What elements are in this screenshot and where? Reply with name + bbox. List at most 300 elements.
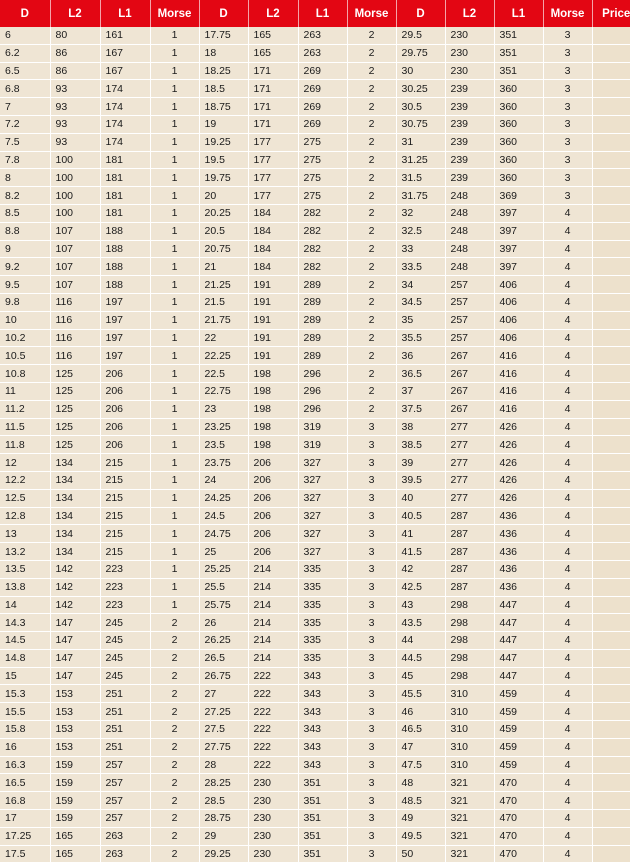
table-cell: 251 [100,685,150,703]
table-cell: 319 [298,418,347,436]
price-cell [592,774,630,792]
table-cell: 19.25 [199,133,248,151]
table-cell: 4 [543,649,592,667]
price-cell [592,454,630,472]
table-cell: 459 [494,721,543,739]
table-cell: 18.75 [199,98,248,116]
table-cell: 37.5 [396,400,445,418]
table-cell: 2 [150,685,199,703]
table-cell: 343 [298,703,347,721]
table-cell: 3 [543,44,592,62]
price-cell [592,365,630,383]
table-cell: 171 [248,98,298,116]
table-cell: 1 [150,62,199,80]
table-row [0,827,630,845]
table-cell: 287 [445,578,494,596]
table-cell: 1 [150,418,199,436]
table-cell: 191 [248,293,298,311]
table-cell: 257 [445,276,494,294]
table-cell: 296 [298,382,347,400]
table-cell: 14.5 [0,632,50,650]
table-cell: 7.8 [0,151,50,169]
table-cell: 30.25 [396,80,445,98]
table-cell: 4 [543,525,592,543]
table-cell: 263 [100,845,150,863]
table-cell: 197 [100,347,150,365]
table-cell: 3 [347,614,396,632]
table-cell: 257 [100,774,150,792]
table-cell: 248 [445,240,494,258]
table-row [0,311,630,329]
table-row [0,721,630,739]
table-cell: 197 [100,311,150,329]
table-cell: 11.5 [0,418,50,436]
table-cell: 197 [100,293,150,311]
table-row [0,774,630,792]
table-cell: 310 [445,721,494,739]
table-cell: 4 [543,810,592,828]
table-cell: 147 [50,614,100,632]
table-cell: 2 [347,27,396,44]
table-cell: 31.5 [396,169,445,187]
table-cell: 191 [248,347,298,365]
table-cell: 1 [150,311,199,329]
table-cell: 2 [347,115,396,133]
table-cell: 335 [298,632,347,650]
table-cell: 39 [396,454,445,472]
table-cell: 107 [50,258,100,276]
table-cell: 416 [494,382,543,400]
table-cell: 426 [494,471,543,489]
table-cell: 343 [298,756,347,774]
table-cell: 125 [50,400,100,418]
table-cell: 181 [100,169,150,187]
table-row [0,649,630,667]
table-cell: 24.75 [199,525,248,543]
table-cell: 22.75 [199,382,248,400]
table-cell: 171 [248,80,298,98]
price-cell [592,560,630,578]
table-cell: 3 [347,578,396,596]
table-cell: 48.5 [396,792,445,810]
table-cell: 93 [50,80,100,98]
table-cell: 2 [347,98,396,116]
table-cell: 107 [50,276,100,294]
table-cell: 198 [248,436,298,454]
table-row [0,151,630,169]
table-cell: 125 [50,365,100,383]
table-cell: 206 [248,454,298,472]
table-cell: 1 [150,543,199,561]
table-row [0,792,630,810]
table-cell: 351 [298,810,347,828]
table-cell: 86 [50,44,100,62]
table-cell: 147 [50,649,100,667]
table-cell: 2 [347,169,396,187]
table-cell: 100 [50,204,100,222]
table-cell: 142 [50,560,100,578]
price-cell [592,471,630,489]
table-cell: 4 [543,400,592,418]
table-cell: 222 [248,667,298,685]
table-cell: 4 [543,436,592,454]
table-cell: 134 [50,454,100,472]
table-cell: 351 [494,27,543,44]
table-cell: 406 [494,276,543,294]
table-cell: 3 [347,685,396,703]
table-cell: 2 [347,80,396,98]
column-header-price: Price [592,0,630,27]
table-cell: 426 [494,418,543,436]
table-cell: 4 [543,543,592,561]
table-cell: 13.2 [0,543,50,561]
table-cell: 198 [248,365,298,383]
table-cell: 39.5 [396,471,445,489]
price-cell [592,614,630,632]
table-cell: 198 [248,382,298,400]
table-cell: 116 [50,293,100,311]
table-cell: 47.5 [396,756,445,774]
table-cell: 4 [543,471,592,489]
table-cell: 10 [0,311,50,329]
table-cell: 43.5 [396,614,445,632]
table-cell: 3 [347,738,396,756]
table-row [0,632,630,650]
price-cell [592,187,630,205]
table-cell: 1 [150,27,199,44]
table-cell: 41.5 [396,543,445,561]
table-cell: 20.25 [199,204,248,222]
table-row [0,703,630,721]
table-cell: 406 [494,329,543,347]
table-cell: 4 [543,489,592,507]
table-cell: 327 [298,507,347,525]
table-row [0,756,630,774]
price-cell [592,667,630,685]
price-cell [592,44,630,62]
table-cell: 4 [543,721,592,739]
table-cell: 177 [248,151,298,169]
table-cell: 206 [248,471,298,489]
table-cell: 21.75 [199,311,248,329]
table-cell: 12 [0,454,50,472]
table-cell: 248 [445,187,494,205]
table-row [0,365,630,383]
table-cell: 321 [445,810,494,828]
table-cell: 2 [347,329,396,347]
table-cell: 426 [494,454,543,472]
table-cell: 257 [100,792,150,810]
table-cell: 9.5 [0,276,50,294]
table-cell: 4 [543,240,592,258]
table-cell: 257 [445,329,494,347]
table-cell: 447 [494,632,543,650]
table-row [0,525,630,543]
table-cell: 257 [445,311,494,329]
table-cell: 459 [494,738,543,756]
column-header-l1-2: L1 [298,0,347,27]
table-cell: 277 [445,489,494,507]
table-cell: 296 [298,400,347,418]
table-cell: 38.5 [396,436,445,454]
table-cell: 4 [543,560,592,578]
table-cell: 4 [543,258,592,276]
table-cell: 134 [50,543,100,561]
table-cell: 436 [494,525,543,543]
table-cell: 1 [150,489,199,507]
table-cell: 2 [150,792,199,810]
table-cell: 165 [248,44,298,62]
table-cell: 215 [100,543,150,561]
table-cell: 360 [494,133,543,151]
price-cell [592,792,630,810]
table-cell: 100 [50,169,100,187]
table-row [0,258,630,276]
table-cell: 125 [50,418,100,436]
table-cell: 24.25 [199,489,248,507]
table-cell: 351 [298,792,347,810]
price-cell [592,133,630,151]
table-cell: 3 [347,560,396,578]
price-cell [592,311,630,329]
table-cell: 171 [248,115,298,133]
table-cell: 289 [298,311,347,329]
table-cell: 470 [494,827,543,845]
table-cell: 459 [494,685,543,703]
table-cell: 321 [445,845,494,863]
table-cell: 21.5 [199,293,248,311]
table-cell: 41 [396,525,445,543]
table-cell: 26.75 [199,667,248,685]
table-row [0,454,630,472]
table-cell: 282 [298,204,347,222]
table-cell: 206 [248,543,298,561]
table-cell: 3 [347,436,396,454]
price-cell [592,810,630,828]
table-cell: 275 [298,133,347,151]
table-cell: 184 [248,258,298,276]
table-cell: 230 [445,27,494,44]
table-row [0,240,630,258]
table-cell: 3 [347,525,396,543]
table-cell: 406 [494,293,543,311]
column-header-morse-2: Morse [347,0,396,27]
table-cell: 4 [543,632,592,650]
table-cell: 2 [347,240,396,258]
table-cell: 33.5 [396,258,445,276]
table-cell: 188 [100,258,150,276]
table-cell: 24.5 [199,507,248,525]
table-row [0,845,630,863]
table-cell: 4 [543,578,592,596]
table-cell: 230 [445,62,494,80]
table-cell: 125 [50,436,100,454]
table-cell: 277 [445,436,494,454]
table-cell: 248 [445,258,494,276]
table-cell: 206 [100,418,150,436]
table-cell: 153 [50,738,100,756]
table-cell: 159 [50,792,100,810]
table-cell: 4 [543,311,592,329]
table-cell: 153 [50,703,100,721]
table-cell: 416 [494,347,543,365]
table-cell: 171 [248,62,298,80]
table-cell: 459 [494,703,543,721]
table-cell: 10.8 [0,365,50,383]
table-cell: 1 [150,80,199,98]
table-cell: 26 [199,614,248,632]
table-cell: 360 [494,80,543,98]
table-cell: 239 [445,98,494,116]
table-cell: 159 [50,810,100,828]
table-row [0,27,630,44]
table-cell: 335 [298,649,347,667]
table-cell: 296 [298,365,347,383]
table-cell: 198 [248,418,298,436]
table-cell: 360 [494,98,543,116]
table-row [0,382,630,400]
table-cell: 245 [100,649,150,667]
table-cell: 1 [150,365,199,383]
table-cell: 27 [199,685,248,703]
table-cell: 49 [396,810,445,828]
table-cell: 20 [199,187,248,205]
table-cell: 310 [445,738,494,756]
table-cell: 174 [100,133,150,151]
table-cell: 267 [445,382,494,400]
table-cell: 215 [100,454,150,472]
table-cell: 215 [100,471,150,489]
table-cell: 188 [100,276,150,294]
table-cell: 470 [494,810,543,828]
table-cell: 327 [298,489,347,507]
table-cell: 116 [50,311,100,329]
table-row [0,543,630,561]
table-cell: 134 [50,525,100,543]
price-cell [592,756,630,774]
price-cell [592,222,630,240]
price-cell [592,293,630,311]
table-cell: 2 [347,133,396,151]
table-cell: 257 [100,810,150,828]
table-cell: 343 [298,685,347,703]
table-cell: 3 [347,792,396,810]
table-cell: 351 [494,62,543,80]
table-cell: 397 [494,222,543,240]
table-cell: 17 [0,810,50,828]
table-cell: 289 [298,347,347,365]
table-cell: 2 [347,400,396,418]
table-cell: 167 [100,44,150,62]
table-cell: 2 [347,151,396,169]
table-cell: 46 [396,703,445,721]
table-cell: 1 [150,222,199,240]
price-cell [592,578,630,596]
table-cell: 177 [248,133,298,151]
table-cell: 181 [100,151,150,169]
table-cell: 239 [445,80,494,98]
table-cell: 42.5 [396,578,445,596]
table-cell: 4 [543,454,592,472]
table-cell: 3 [347,649,396,667]
table-cell: 3 [347,703,396,721]
table-cell: 37 [396,382,445,400]
table-row [0,418,630,436]
table-cell: 7.2 [0,115,50,133]
table-cell: 4 [543,845,592,863]
table-row [0,560,630,578]
table-cell: 1 [150,276,199,294]
table-cell: 16 [0,738,50,756]
price-cell [592,329,630,347]
table-cell: 14.3 [0,614,50,632]
table-cell: 45.5 [396,685,445,703]
table-cell: 239 [445,151,494,169]
table-cell: 310 [445,685,494,703]
table-cell: 13.8 [0,578,50,596]
table-cell: 215 [100,489,150,507]
table-cell: 206 [248,489,298,507]
table-cell: 3 [347,507,396,525]
table-row [0,80,630,98]
table-cell: 267 [445,365,494,383]
table-cell: 181 [100,204,150,222]
table-row [0,133,630,151]
price-cell [592,685,630,703]
table-cell: 277 [445,454,494,472]
table-cell: 25.75 [199,596,248,614]
table-cell: 269 [298,62,347,80]
table-cell: 4 [543,204,592,222]
table-cell: 22 [199,329,248,347]
table-cell: 327 [298,471,347,489]
table-cell: 19.75 [199,169,248,187]
table-cell: 4 [543,276,592,294]
table-cell: 351 [298,827,347,845]
table-cell: 1 [150,507,199,525]
table-cell: 116 [50,347,100,365]
table-cell: 31.25 [396,151,445,169]
table-cell: 161 [100,27,150,44]
table-cell: 470 [494,845,543,863]
table-cell: 287 [445,560,494,578]
price-cell [592,62,630,80]
price-cell [592,525,630,543]
table-cell: 215 [100,525,150,543]
table-cell: 15.8 [0,721,50,739]
table-cell: 3 [543,27,592,44]
table-cell: 23 [199,400,248,418]
table-cell: 206 [100,365,150,383]
table-cell: 1 [150,258,199,276]
table-row [0,187,630,205]
table-cell: 3 [347,667,396,685]
table-cell: 30 [396,62,445,80]
table-cell: 327 [298,543,347,561]
table-cell: 3 [347,596,396,614]
table-cell: 18.5 [199,80,248,98]
table-cell: 174 [100,80,150,98]
table-cell: 289 [298,329,347,347]
table-cell: 12.8 [0,507,50,525]
table-cell: 153 [50,721,100,739]
table-cell: 2 [347,62,396,80]
table-cell: 215 [100,507,150,525]
table-cell: 2 [347,293,396,311]
table-cell: 142 [50,596,100,614]
table-cell: 3 [347,489,396,507]
table-cell: 15 [0,667,50,685]
